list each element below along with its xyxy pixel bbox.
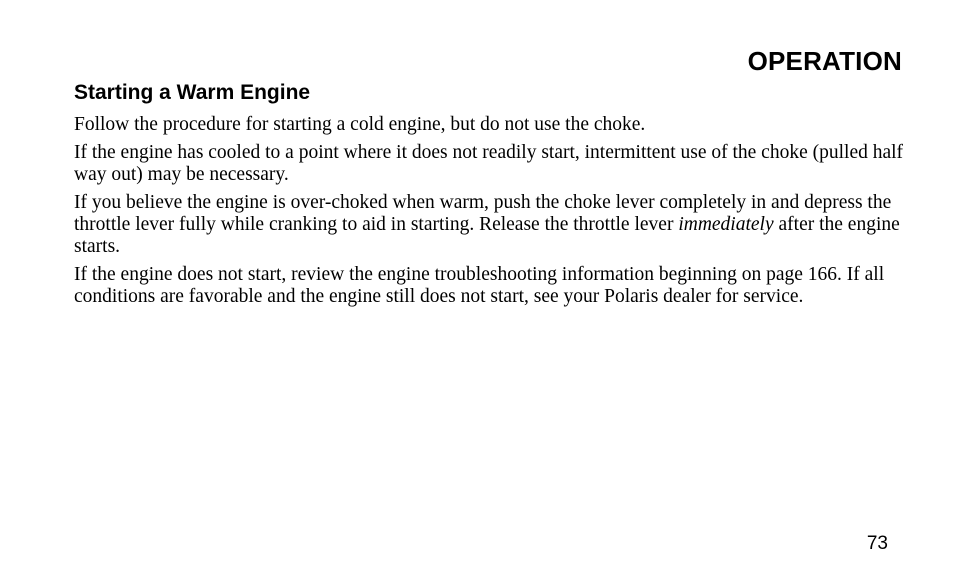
emphasis-immediately: immediately <box>678 214 774 235</box>
page-content <box>74 81 904 314</box>
paragraph-intermittent-choke: If the engine has cooled to a point where it does not readily start, intermittent use of the choke (pulled half way out) may be necessary. <box>74 142 904 185</box>
paragraph-follow-cold-procedure: Follow the procedure for starting a cold engine, but do not use the choke. <box>74 114 646 135</box>
page-number: 73 <box>866 533 888 554</box>
subheading: Starting a Warm Engine <box>74 81 311 104</box>
paragraph-over-choked <box>74 192 904 258</box>
over-choked-text: If you believe the engine is over-choked when warm, push the choke lever completely in and depress the throttle lever fully while cranking to aid in starting. Release the throttle lever <box>74 192 892 235</box>
over-choked-text-end: after the engine starts. <box>74 214 900 257</box>
paragraph-troubleshooting: If the engine does not start, review the engine troubleshooting information beginning on page 166. If all conditions are favorable and the engine still does not start, see your Polaris dealer for service. <box>74 264 885 307</box>
section-header: OPERATION <box>747 46 902 76</box>
